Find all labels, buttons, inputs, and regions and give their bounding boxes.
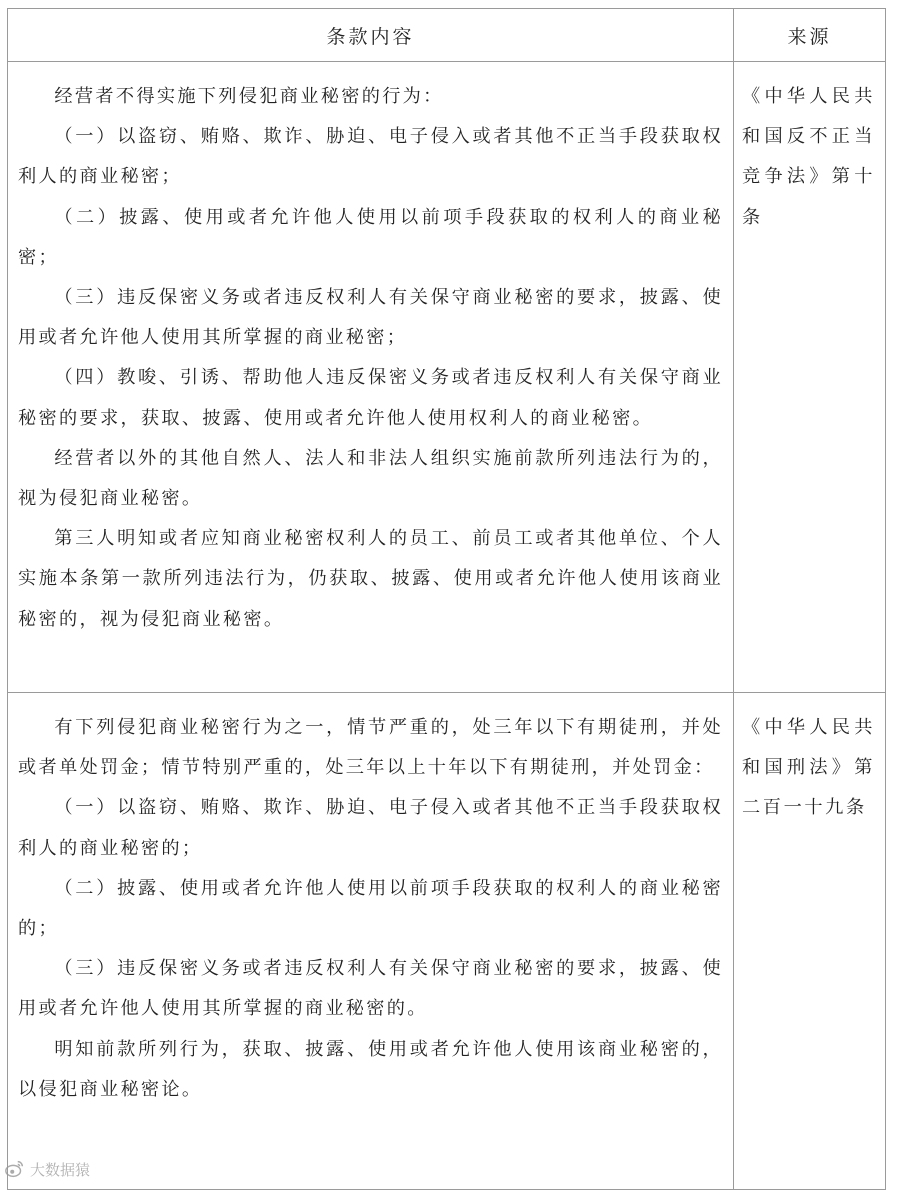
header-source-cell [734, 9, 885, 61]
clause-paragraph: 经营者以外的其他自然人、法人和非法人组织实施前款所列违法行为的，视为侵犯商业秘密。 [18, 447, 723, 510]
table-row [8, 61, 885, 692]
clause-source-cell [734, 62, 885, 692]
clause-paragraph: （四）教唆、引诱、帮助他人违反保密义务或者违反权利人有关保守商业秘密的要求，获取、披露、使用或者允许他人使用权利人的商业秘密。 [18, 367, 723, 429]
clause-paragraph: 第三人明知或者应知商业秘密权利人的员工、前员工或者其他单位、个人实施本条第一款所列违法行为，仍获取、披露、使用或者允许他人使用该商业秘密的，视为侵犯商业秘密。 [18, 528, 723, 630]
header-content-cell [8, 9, 734, 61]
clause-paragraph: 明知前款所列行为，获取、披露、使用或者允许他人使用该商业秘密的，以侵犯商业秘密论。 [18, 1038, 723, 1100]
clause-source-text: 《中华人民共和国反不正当竞争法》第十条 [742, 86, 875, 228]
weibo-icon [4, 1158, 26, 1180]
clause-table [7, 8, 886, 1190]
header-source-label: 来源 [787, 25, 832, 48]
table-header-row [8, 9, 885, 61]
clause-paragraph: 经营者不得实施下列侵犯商业秘密的行为： [54, 86, 444, 107]
watermark [4, 1158, 90, 1180]
clause-paragraph: （三）违反保密义务或者违反权利人有关保守商业秘密的要求，披露、使用或者允许他人使用其所掌握的商业秘密； [18, 287, 723, 349]
clause-paragraph: 有下列侵犯商业秘密行为之一，情节严重的，处三年以下有期徒刑，并处或者单处罚金；情节特别严重的，处三年以上十年以下有期徒刑，并处罚金： [18, 717, 723, 779]
clause-paragraph: （一）以盗窃、贿赂、欺诈、胁迫、电子侵入或者其他不正当手段获取权利人的商业秘密的； [18, 797, 723, 859]
clause-paragraph: （二）披露、使用或者允许他人使用以前项手段获取的权利人的商业秘密的； [18, 877, 723, 940]
watermark-text: 大数据猿 [30, 1161, 91, 1179]
header-content-label: 条款内容 [326, 25, 415, 48]
clause-paragraph: （三）违反保密义务或者违反权利人有关保守商业秘密的要求，披露、使用或者允许他人使用其所掌握的商业秘密的。 [18, 958, 723, 1020]
clause-source-text: 《中华人民共和国刑法》第二百一十九条 [742, 717, 875, 819]
clause-content-cell [8, 62, 734, 692]
clause-paragraph: （一）以盗窃、贿赂、欺诈、胁迫、电子侵入或者其他不正当手段获取权利人的商业秘密； [18, 126, 723, 188]
clause-source-cell [734, 693, 885, 1189]
clause-paragraph: （二）披露、使用或者允许他人使用以前项手段获取的权利人的商业秘密； [18, 206, 723, 268]
clause-content-cell [8, 693, 734, 1189]
table-row [8, 692, 885, 1189]
